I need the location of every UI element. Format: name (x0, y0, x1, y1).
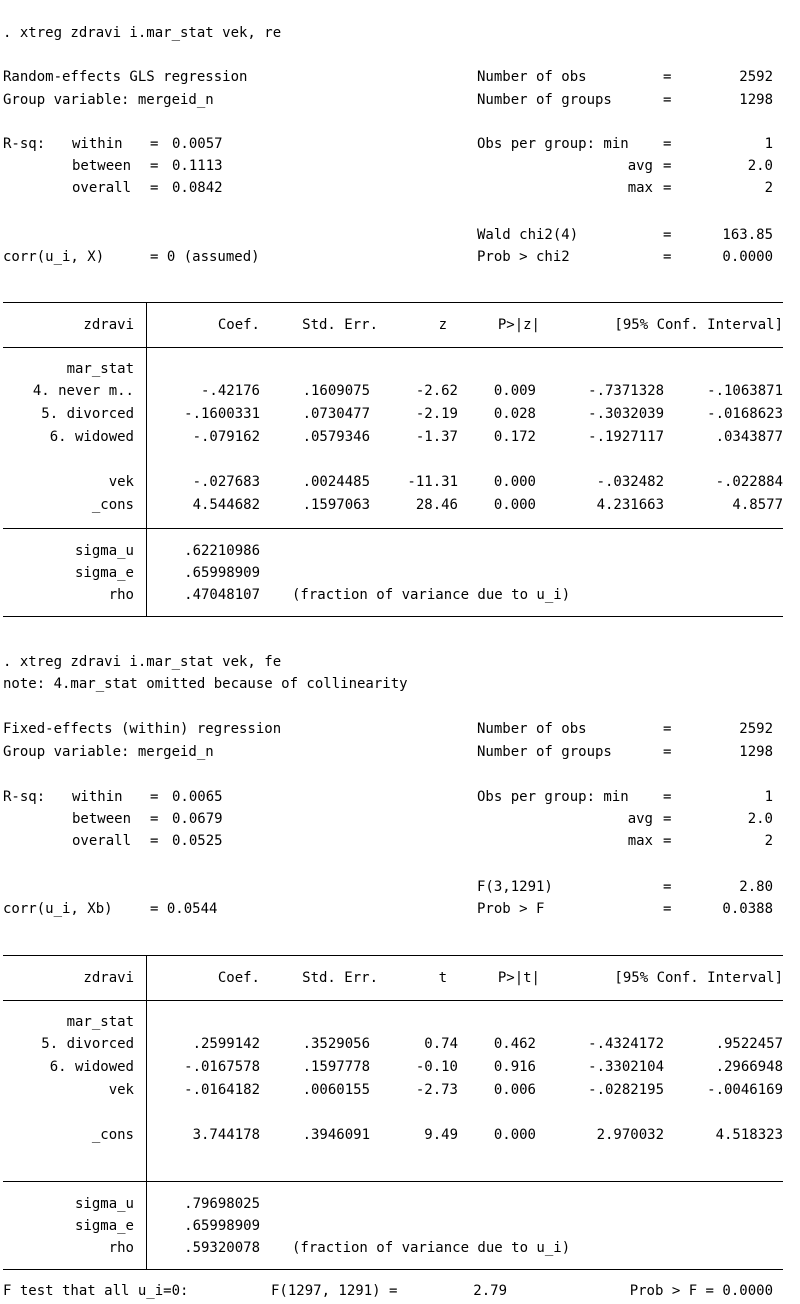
fe-ftest-label: F test that all u_i=0: (3, 1283, 189, 1299)
fe-eq: = (663, 833, 672, 849)
fe-row-ci-high: -.0046169 (707, 1082, 783, 1098)
re-row-se: .1597063 (302, 497, 370, 513)
fe-row-p: 0.000 (493, 1127, 536, 1143)
re-corr-label: corr(u_i, X) (3, 249, 105, 265)
re-row-coef: 4.544682 (192, 497, 260, 513)
fe-obs-max-value: 2 (764, 833, 773, 849)
fe-ftest-df: F(1297, 1291) = (271, 1283, 398, 1299)
fe-test-label: F(3,1291) (477, 879, 553, 895)
re-sigma-e-value: .65998909 (184, 565, 260, 581)
fe-within-value: 0.0065 (172, 789, 223, 805)
fe-between-value: 0.0679 (172, 811, 223, 827)
fe-eq: = (663, 721, 672, 737)
re-eq: = (663, 69, 672, 85)
re-sigma-u-value: .62210986 (184, 543, 260, 559)
fe-rho-label: rho (108, 1240, 134, 1256)
re-table-bottom-rule (3, 616, 783, 617)
fe-row-stat: -0.10 (415, 1059, 458, 1075)
re-overall-label: overall (72, 180, 132, 196)
fe-obs-avg-label: avg (627, 811, 653, 827)
re-sigma-e-label: sigma_e (74, 565, 134, 581)
re-row-ci-low: 4.231663 (596, 497, 664, 513)
fe-header-se: Std. Err. (302, 970, 378, 986)
fe-row-ci-high: .9522457 (715, 1036, 783, 1052)
re-eq: = (150, 180, 159, 196)
re-rho-value: .47048107 (184, 587, 260, 603)
re-row-ci-high: .0343877 (715, 429, 783, 445)
re-eq: = (663, 249, 672, 265)
re-obs-avg-value: 2.0 (747, 158, 773, 174)
fe-row-se: .0060155 (302, 1082, 370, 1098)
fe-sigma-e-label: sigma_e (74, 1218, 134, 1234)
fe-command-line: . xtreg zdravi i.mar_stat vek, fe (3, 654, 282, 670)
fe-eq: = (150, 833, 159, 849)
re-row-p: 0.000 (493, 474, 536, 490)
re-within-label: within (72, 136, 123, 152)
fe-sigma-e-value: .65998909 (184, 1218, 260, 1234)
re-eq: = (150, 158, 159, 174)
fe-nobs-label: Number of obs (477, 721, 587, 737)
re-eq: = (663, 227, 672, 243)
re-row-ci-high: -.1063871 (707, 383, 783, 399)
fe-row-ci-low: -.4324172 (588, 1036, 664, 1052)
re-row-stat: -1.37 (415, 429, 458, 445)
re-obs-avg-label: avg (627, 158, 653, 174)
fe-row-coef: -.0167578 (184, 1059, 260, 1075)
fe-row-label: vek (108, 1082, 134, 1098)
re-table-mid-rule (3, 528, 783, 529)
re-group-label: mar_stat (66, 361, 134, 377)
fe-header-ci: [95% Conf. Interval] (614, 970, 783, 986)
fe-eq: = (150, 811, 159, 827)
fe-table-header-rule (3, 1000, 783, 1001)
fe-row-label: _cons (91, 1127, 134, 1143)
re-row-ci-low: -.3032039 (588, 406, 664, 422)
fe-row-ci-high: 4.518323 (715, 1127, 783, 1143)
fe-group-variable: Group variable: mergeid_n (3, 744, 214, 760)
fe-row-label: 6. widowed (49, 1059, 134, 1075)
re-obs-max-value: 2 (764, 180, 773, 196)
fe-obs-min-label: Obs per group: min (477, 789, 629, 805)
fe-table-top-rule (3, 955, 783, 956)
fe-ftest-prob: Prob > F = 0.0000 (629, 1283, 773, 1299)
re-row-stat: -2.62 (415, 383, 458, 399)
re-row-se: .0730477 (302, 406, 370, 422)
re-row-se: .0579346 (302, 429, 370, 445)
fe-rho-note: (fraction of variance due to u_i) (292, 1240, 571, 1256)
fe-row-p: 0.916 (493, 1059, 536, 1075)
fe-obs-avg-value: 2.0 (747, 811, 773, 827)
re-row-se: .1609075 (302, 383, 370, 399)
re-overall-value: 0.0842 (172, 180, 223, 196)
fe-sigma-u-label: sigma_u (74, 1196, 134, 1212)
fe-eq: = (150, 789, 159, 805)
re-between-value: 0.1113 (172, 158, 223, 174)
fe-row-coef: -.0164182 (184, 1082, 260, 1098)
re-model-title: Random-effects GLS regression (3, 69, 248, 85)
fe-row-se: .3946091 (302, 1127, 370, 1143)
re-prob-value: 0.0000 (722, 249, 773, 265)
re-row-coef: -.42176 (200, 383, 260, 399)
fe-rho-value: .59320078 (184, 1240, 260, 1256)
re-test-label: Wald chi2(4) (477, 227, 579, 243)
fe-overall-label: overall (72, 833, 132, 849)
re-rho-note: (fraction of variance due to u_i) (292, 587, 571, 603)
re-row-label: _cons (91, 497, 134, 513)
fe-row-coef: .2599142 (192, 1036, 260, 1052)
fe-row-ci-high: .2966948 (715, 1059, 783, 1075)
re-header-coef: Coef. (217, 317, 260, 333)
re-header-se: Std. Err. (302, 317, 378, 333)
re-row-ci-high: 4.8577 (732, 497, 783, 513)
re-row-ci-high: -.022884 (715, 474, 783, 490)
fe-row-p: 0.462 (493, 1036, 536, 1052)
re-row-label: 6. widowed (49, 429, 134, 445)
fe-row-stat: 9.49 (424, 1127, 458, 1143)
fe-table-bottom-rule (3, 1269, 783, 1270)
fe-table-mid-rule (3, 1181, 783, 1182)
re-obs-min-label: Obs per group: min (477, 136, 629, 152)
re-row-label: 4. never m.. (32, 383, 134, 399)
fe-header-coef: Coef. (217, 970, 260, 986)
re-header-p: P>|z| (497, 317, 540, 333)
fe-obs-max-label: max (627, 833, 653, 849)
re-row-coef: -.1600331 (184, 406, 260, 422)
fe-ftest-value: 2.79 (473, 1283, 507, 1299)
re-row-ci-high: -.0168623 (707, 406, 783, 422)
fe-row-coef: 3.744178 (192, 1127, 260, 1143)
fe-corr-value: = 0.0544 (150, 901, 218, 917)
re-table-vertical-rule (146, 302, 147, 616)
fe-row-ci-low: -.3302104 (588, 1059, 664, 1075)
fe-corr-label: corr(u_i, Xb) (3, 901, 113, 917)
re-obs-min-value: 1 (764, 136, 773, 152)
fe-prob-value: 0.0388 (722, 901, 773, 917)
fe-header-p: P>|t| (497, 970, 540, 986)
re-row-ci-low: -.1927117 (588, 429, 664, 445)
re-row-label: vek (108, 474, 134, 490)
re-eq: = (663, 136, 672, 152)
fe-eq: = (663, 789, 672, 805)
re-ngroups-value: 1298 (739, 92, 773, 108)
re-corr-value: = 0 (assumed) (150, 249, 260, 265)
re-rsq-label: R-sq: (3, 136, 46, 152)
re-command-line: . xtreg zdravi i.mar_stat vek, re (3, 25, 282, 41)
re-row-p: 0.172 (493, 429, 536, 445)
fe-nobs-value: 2592 (739, 721, 773, 737)
re-row-stat: -2.19 (415, 406, 458, 422)
fe-overall-value: 0.0525 (172, 833, 223, 849)
re-row-p: 0.009 (493, 383, 536, 399)
re-row-stat: 28.46 (415, 497, 458, 513)
re-group-variable: Group variable: mergeid_n (3, 92, 214, 108)
fe-row-ci-low: -.0282195 (588, 1082, 664, 1098)
re-row-stat: -11.31 (407, 474, 458, 490)
re-row-coef: -.079162 (192, 429, 260, 445)
fe-table-vertical-rule (146, 955, 147, 1269)
re-row-p: 0.028 (493, 406, 536, 422)
fe-model-title: Fixed-effects (within) regression (3, 721, 282, 737)
re-eq: = (663, 158, 672, 174)
fe-within-label: within (72, 789, 123, 805)
fe-sigma-u-value: .79698025 (184, 1196, 260, 1212)
fe-header-stat: t (438, 970, 447, 986)
fe-row-stat: -2.73 (415, 1082, 458, 1098)
fe-eq: = (663, 901, 672, 917)
fe-rsq-label: R-sq: (3, 789, 46, 805)
re-row-p: 0.000 (493, 497, 536, 513)
fe-row-p: 0.006 (493, 1082, 536, 1098)
fe-eq: = (663, 879, 672, 895)
re-header-ci: [95% Conf. Interval] (614, 317, 783, 333)
fe-row-stat: 0.74 (424, 1036, 458, 1052)
re-nobs-value: 2592 (739, 69, 773, 85)
re-nobs-label: Number of obs (477, 69, 587, 85)
re-ngroups-label: Number of groups (477, 92, 612, 108)
re-header-stat: z (438, 317, 447, 333)
fe-note-line: note: 4.mar_stat omitted because of collinearity (3, 676, 408, 692)
fe-obs-min-value: 1 (764, 789, 773, 805)
re-eq: = (663, 92, 672, 108)
re-header-depvar: zdravi (83, 317, 134, 333)
fe-eq: = (663, 744, 672, 760)
re-eq: = (150, 136, 159, 152)
fe-header-depvar: zdravi (83, 970, 134, 986)
fe-row-se: .1597778 (302, 1059, 370, 1075)
fe-row-se: .3529056 (302, 1036, 370, 1052)
fe-between-label: between (72, 811, 132, 827)
re-row-label: 5. divorced (41, 406, 134, 422)
re-within-value: 0.0057 (172, 136, 223, 152)
re-obs-max-label: max (627, 180, 653, 196)
re-rho-label: rho (108, 587, 134, 603)
re-table-top-rule (3, 302, 783, 303)
fe-prob-label: Prob > F (477, 901, 545, 917)
re-row-ci-low: -.7371328 (588, 383, 664, 399)
fe-test-value: 2.80 (739, 879, 773, 895)
re-sigma-u-label: sigma_u (74, 543, 134, 559)
fe-group-label: mar_stat (66, 1014, 134, 1030)
re-row-se: .0024485 (302, 474, 370, 490)
re-row-coef: -.027683 (192, 474, 260, 490)
re-between-label: between (72, 158, 132, 174)
fe-ngroups-value: 1298 (739, 744, 773, 760)
fe-row-ci-low: 2.970032 (596, 1127, 664, 1143)
re-eq: = (663, 180, 672, 196)
fe-ngroups-label: Number of groups (477, 744, 612, 760)
re-test-value: 163.85 (722, 227, 773, 243)
re-prob-label: Prob > chi2 (477, 249, 570, 265)
re-row-ci-low: -.032482 (596, 474, 664, 490)
fe-row-label: 5. divorced (41, 1036, 134, 1052)
fe-eq: = (663, 811, 672, 827)
re-table-header-rule (3, 347, 783, 348)
